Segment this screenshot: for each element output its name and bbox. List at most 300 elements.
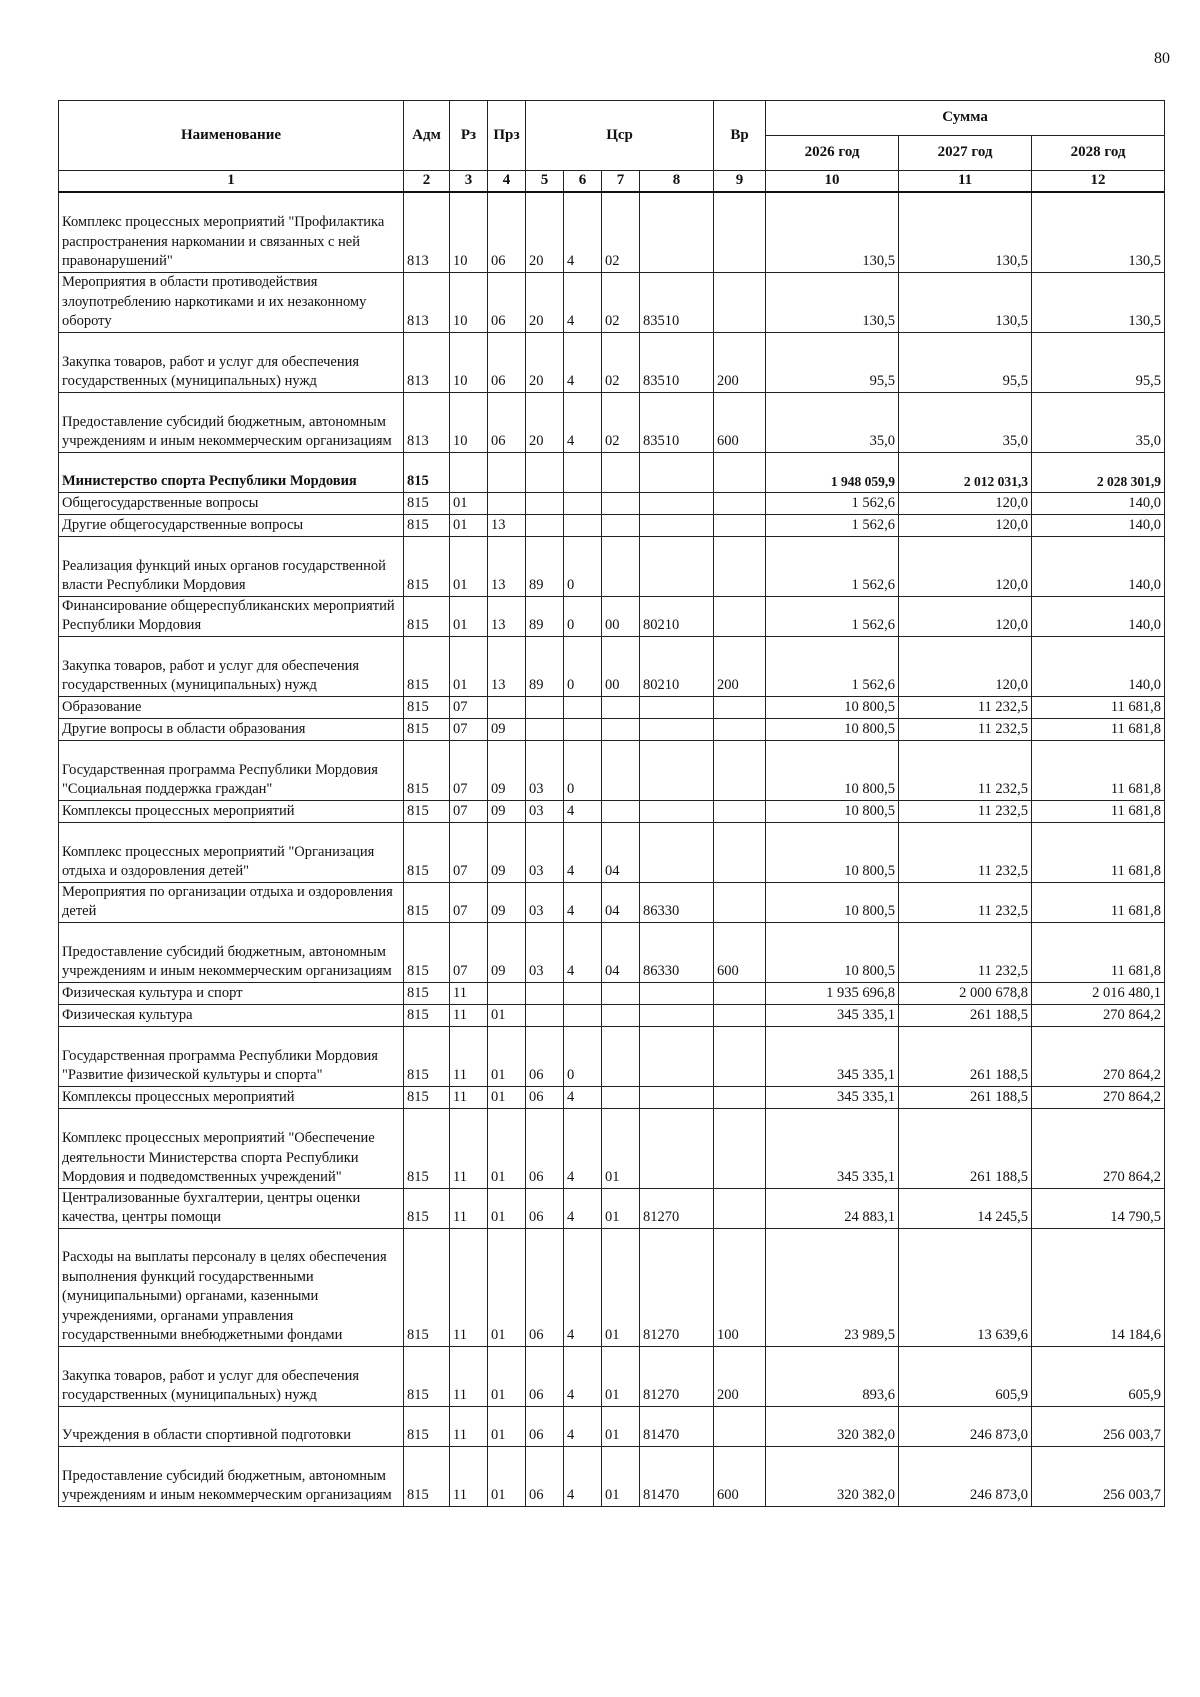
cell-sum-2027: 11 232,5 xyxy=(899,696,1032,718)
cell-sum-2026: 1 562,6 xyxy=(766,596,899,636)
cell-csr-complex: 01 xyxy=(602,1406,640,1446)
cell-sum-2026: 1 948 059,9 xyxy=(766,452,899,492)
cell-sum-2026: 10 800,5 xyxy=(766,718,899,740)
cell-adm: 815 xyxy=(404,1406,450,1446)
cell-rz: 01 xyxy=(450,492,488,514)
cell-sum-2028: 11 681,8 xyxy=(1032,800,1165,822)
cell-name: Мероприятия по организации отдыха и оздоровления детей xyxy=(59,882,404,922)
cell-rz xyxy=(450,452,488,492)
cell-csr-type: 4 xyxy=(564,1346,602,1406)
table-row xyxy=(59,636,1165,696)
cell-prz: 09 xyxy=(488,800,526,822)
cell-prz: 06 xyxy=(488,272,526,332)
cell-prz: 13 xyxy=(488,636,526,696)
cell-name: Мероприятия в области противодействия злоупотреблению наркотиками и их незаконному обороту xyxy=(59,272,404,332)
cell-sum-2028: 2 016 480,1 xyxy=(1032,982,1165,1004)
cell-csr-complex xyxy=(602,1004,640,1026)
cell-csr-complex: 04 xyxy=(602,882,640,922)
cell-vr xyxy=(714,452,766,492)
cell-csr-type: 0 xyxy=(564,536,602,596)
cell-name: Образование xyxy=(59,696,404,718)
cell-vr: 200 xyxy=(714,1346,766,1406)
cell-sum-2026: 320 382,0 xyxy=(766,1446,899,1506)
cell-csr-type xyxy=(564,492,602,514)
cell-sum-2027: 11 232,5 xyxy=(899,718,1032,740)
table-row xyxy=(59,492,1165,514)
table-row xyxy=(59,536,1165,596)
cell-sum-2028: 270 864,2 xyxy=(1032,1108,1165,1188)
cell-vr xyxy=(714,1108,766,1188)
table-row xyxy=(59,1406,1165,1446)
cell-csr-complex: 01 xyxy=(602,1446,640,1506)
cell-adm: 813 xyxy=(404,392,450,452)
budget-table xyxy=(58,100,1165,1507)
cell-prz xyxy=(488,492,526,514)
cell-sum-2028: 140,0 xyxy=(1032,536,1165,596)
cell-sum-2027: 261 188,5 xyxy=(899,1026,1032,1086)
cell-csr-type: 4 xyxy=(564,822,602,882)
cell-rz: 11 xyxy=(450,1446,488,1506)
cell-adm: 815 xyxy=(404,982,450,1004)
cell-prz: 06 xyxy=(488,192,526,272)
col-header-vr: Вр xyxy=(714,101,766,171)
cell-prz: 01 xyxy=(488,1346,526,1406)
cell-prz xyxy=(488,982,526,1004)
cell-vr xyxy=(714,718,766,740)
cell-csr-complex: 02 xyxy=(602,272,640,332)
cell-prz: 09 xyxy=(488,922,526,982)
cell-csr-complex: 01 xyxy=(602,1108,640,1188)
cell-rz: 11 xyxy=(450,1346,488,1406)
cell-sum-2028: 140,0 xyxy=(1032,596,1165,636)
cell-vr: 200 xyxy=(714,636,766,696)
cell-csr-direction: 81270 xyxy=(640,1228,714,1346)
cell-sum-2027: 261 188,5 xyxy=(899,1108,1032,1188)
table-header xyxy=(59,101,1165,193)
cell-adm: 815 xyxy=(404,740,450,800)
cell-sum-2026: 10 800,5 xyxy=(766,696,899,718)
table-row xyxy=(59,272,1165,332)
cell-csr-program: 03 xyxy=(526,882,564,922)
cell-sum-2027: 605,9 xyxy=(899,1346,1032,1406)
cell-vr xyxy=(714,1086,766,1108)
cell-sum-2027: 120,0 xyxy=(899,514,1032,536)
cell-sum-2026: 10 800,5 xyxy=(766,882,899,922)
cell-csr-type: 0 xyxy=(564,596,602,636)
cell-vr: 100 xyxy=(714,1228,766,1346)
cell-csr-complex xyxy=(602,718,640,740)
cell-csr-direction xyxy=(640,536,714,596)
table-row xyxy=(59,696,1165,718)
cell-vr xyxy=(714,800,766,822)
cell-sum-2028: 14 184,6 xyxy=(1032,1228,1165,1346)
cell-csr-program: 03 xyxy=(526,740,564,800)
cell-name: Закупка товаров, работ и услуг для обеспечения государственных (муниципальных) нужд xyxy=(59,332,404,392)
cell-csr-direction xyxy=(640,1004,714,1026)
cell-sum-2026: 24 883,1 xyxy=(766,1188,899,1228)
cell-sum-2026: 23 989,5 xyxy=(766,1228,899,1346)
cell-adm: 815 xyxy=(404,1188,450,1228)
cell-sum-2028: 140,0 xyxy=(1032,514,1165,536)
column-number: 10 xyxy=(766,171,899,193)
cell-name: Предоставление субсидий бюджетным, автономным учреждениям и иным некоммерческим организациям xyxy=(59,1446,404,1506)
cell-csr-program: 06 xyxy=(526,1188,564,1228)
cell-rz: 07 xyxy=(450,922,488,982)
cell-prz: 06 xyxy=(488,332,526,392)
cell-csr-complex xyxy=(602,452,640,492)
cell-csr-program: 20 xyxy=(526,192,564,272)
cell-name: Общегосударственные вопросы xyxy=(59,492,404,514)
cell-csr-direction: 86330 xyxy=(640,882,714,922)
cell-name: Физическая культура xyxy=(59,1004,404,1026)
cell-adm: 815 xyxy=(404,800,450,822)
column-number: 3 xyxy=(450,171,488,193)
cell-sum-2028: 11 681,8 xyxy=(1032,696,1165,718)
cell-csr-program: 06 xyxy=(526,1406,564,1446)
cell-csr-direction xyxy=(640,822,714,882)
cell-csr-complex xyxy=(602,492,640,514)
cell-rz: 11 xyxy=(450,1406,488,1446)
cell-csr-type: 4 xyxy=(564,1228,602,1346)
cell-sum-2026: 10 800,5 xyxy=(766,922,899,982)
cell-prz: 01 xyxy=(488,1004,526,1026)
cell-sum-2027: 14 245,5 xyxy=(899,1188,1032,1228)
cell-name: Комплексы процессных мероприятий xyxy=(59,1086,404,1108)
cell-sum-2027: 11 232,5 xyxy=(899,740,1032,800)
table-row xyxy=(59,452,1165,492)
cell-vr xyxy=(714,536,766,596)
cell-vr: 600 xyxy=(714,392,766,452)
column-number: 6 xyxy=(564,171,602,193)
cell-sum-2026: 345 335,1 xyxy=(766,1108,899,1188)
table-body xyxy=(59,192,1165,1506)
cell-adm: 815 xyxy=(404,1086,450,1108)
cell-vr xyxy=(714,1004,766,1026)
cell-csr-complex xyxy=(602,536,640,596)
cell-sum-2028: 35,0 xyxy=(1032,392,1165,452)
cell-name: Физическая культура и спорт xyxy=(59,982,404,1004)
cell-csr-type: 4 xyxy=(564,1188,602,1228)
table-row xyxy=(59,822,1165,882)
cell-sum-2026: 345 335,1 xyxy=(766,1086,899,1108)
cell-adm: 815 xyxy=(404,1446,450,1506)
cell-csr-direction: 83510 xyxy=(640,392,714,452)
cell-name: Централизованные бухгалтерии, центры оценки качества, центры помощи xyxy=(59,1188,404,1228)
cell-sum-2027: 11 232,5 xyxy=(899,882,1032,922)
cell-csr-direction: 83510 xyxy=(640,272,714,332)
cell-adm: 815 xyxy=(404,536,450,596)
cell-csr-direction xyxy=(640,982,714,1004)
cell-adm: 815 xyxy=(404,596,450,636)
cell-rz: 07 xyxy=(450,740,488,800)
cell-adm: 815 xyxy=(404,1108,450,1188)
cell-sum-2026: 1 562,6 xyxy=(766,536,899,596)
cell-sum-2027: 246 873,0 xyxy=(899,1446,1032,1506)
cell-sum-2027: 261 188,5 xyxy=(899,1086,1032,1108)
cell-csr-type: 4 xyxy=(564,1446,602,1506)
cell-csr-direction xyxy=(640,192,714,272)
cell-prz: 13 xyxy=(488,596,526,636)
table-row xyxy=(59,1026,1165,1086)
cell-csr-program: 06 xyxy=(526,1346,564,1406)
cell-name: Финансирование общереспубликанских мероприятий Республики Мордовия xyxy=(59,596,404,636)
cell-csr-program: 06 xyxy=(526,1026,564,1086)
cell-sum-2026: 130,5 xyxy=(766,272,899,332)
cell-rz: 11 xyxy=(450,1004,488,1026)
cell-name: Реализация функций иных органов государственной власти Республики Мордовия xyxy=(59,536,404,596)
cell-csr-program: 20 xyxy=(526,392,564,452)
cell-rz: 07 xyxy=(450,800,488,822)
table-row xyxy=(59,1108,1165,1188)
cell-csr-program xyxy=(526,718,564,740)
cell-prz: 09 xyxy=(488,882,526,922)
table-row xyxy=(59,740,1165,800)
cell-name: Предоставление субсидий бюджетным, автономным учреждениям и иным некоммерческим организациям xyxy=(59,392,404,452)
cell-rz: 11 xyxy=(450,1026,488,1086)
table-row xyxy=(59,1228,1165,1346)
cell-rz: 11 xyxy=(450,1188,488,1228)
cell-csr-complex: 00 xyxy=(602,596,640,636)
cell-csr-complex xyxy=(602,696,640,718)
cell-prz: 13 xyxy=(488,536,526,596)
cell-adm: 815 xyxy=(404,922,450,982)
cell-prz: 09 xyxy=(488,822,526,882)
cell-sum-2026: 35,0 xyxy=(766,392,899,452)
cell-rz: 10 xyxy=(450,272,488,332)
table-row xyxy=(59,1188,1165,1228)
cell-vr xyxy=(714,822,766,882)
cell-prz: 01 xyxy=(488,1228,526,1346)
cell-vr xyxy=(714,492,766,514)
cell-name: Другие общегосударственные вопросы xyxy=(59,514,404,536)
cell-vr xyxy=(714,596,766,636)
cell-prz: 13 xyxy=(488,514,526,536)
cell-sum-2026: 10 800,5 xyxy=(766,800,899,822)
cell-sum-2026: 345 335,1 xyxy=(766,1026,899,1086)
cell-prz: 01 xyxy=(488,1108,526,1188)
cell-vr xyxy=(714,1026,766,1086)
column-number: 9 xyxy=(714,171,766,193)
cell-csr-type xyxy=(564,696,602,718)
cell-sum-2028: 140,0 xyxy=(1032,636,1165,696)
cell-sum-2028: 270 864,2 xyxy=(1032,1026,1165,1086)
cell-sum-2027: 120,0 xyxy=(899,636,1032,696)
cell-rz: 01 xyxy=(450,596,488,636)
cell-csr-complex: 01 xyxy=(602,1188,640,1228)
cell-csr-program: 03 xyxy=(526,800,564,822)
cell-prz: 01 xyxy=(488,1188,526,1228)
cell-csr-program: 06 xyxy=(526,1446,564,1506)
cell-sum-2026: 1 935 696,8 xyxy=(766,982,899,1004)
cell-vr: 600 xyxy=(714,1446,766,1506)
cell-sum-2026: 320 382,0 xyxy=(766,1406,899,1446)
cell-sum-2028: 130,5 xyxy=(1032,192,1165,272)
table-row xyxy=(59,982,1165,1004)
cell-csr-complex: 04 xyxy=(602,822,640,882)
cell-sum-2028: 140,0 xyxy=(1032,492,1165,514)
cell-csr-direction xyxy=(640,718,714,740)
cell-name: Комплекс процессных мероприятий "Профилактика распространения наркомании и связанных с ней правонарушений" xyxy=(59,192,404,272)
cell-sum-2028: 270 864,2 xyxy=(1032,1004,1165,1026)
cell-rz: 10 xyxy=(450,192,488,272)
cell-prz: 09 xyxy=(488,740,526,800)
cell-csr-direction xyxy=(640,740,714,800)
cell-sum-2028: 11 681,8 xyxy=(1032,922,1165,982)
cell-vr xyxy=(714,740,766,800)
cell-rz: 07 xyxy=(450,882,488,922)
cell-prz: 01 xyxy=(488,1026,526,1086)
cell-csr-complex: 00 xyxy=(602,636,640,696)
cell-sum-2028: 270 864,2 xyxy=(1032,1086,1165,1108)
cell-sum-2028: 14 790,5 xyxy=(1032,1188,1165,1228)
cell-name: Государственная программа Республики Мордовия "Социальная поддержка граждан" xyxy=(59,740,404,800)
cell-csr-complex xyxy=(602,1086,640,1108)
cell-adm: 815 xyxy=(404,1026,450,1086)
cell-vr xyxy=(714,882,766,922)
cell-sum-2027: 95,5 xyxy=(899,332,1032,392)
cell-csr-program xyxy=(526,696,564,718)
cell-csr-type: 4 xyxy=(564,1406,602,1446)
cell-sum-2027: 35,0 xyxy=(899,392,1032,452)
cell-csr-program xyxy=(526,452,564,492)
cell-csr-complex: 02 xyxy=(602,332,640,392)
cell-prz: 01 xyxy=(488,1446,526,1506)
cell-rz: 07 xyxy=(450,718,488,740)
cell-rz: 01 xyxy=(450,514,488,536)
cell-name: Министерство спорта Республики Мордовия xyxy=(59,452,404,492)
cell-csr-complex xyxy=(602,800,640,822)
cell-sum-2027: 130,5 xyxy=(899,272,1032,332)
cell-sum-2026: 10 800,5 xyxy=(766,822,899,882)
cell-rz: 11 xyxy=(450,1228,488,1346)
cell-csr-type: 4 xyxy=(564,1086,602,1108)
cell-sum-2027: 11 232,5 xyxy=(899,922,1032,982)
cell-csr-complex xyxy=(602,1026,640,1086)
cell-csr-direction: 81270 xyxy=(640,1346,714,1406)
cell-csr-direction xyxy=(640,1026,714,1086)
cell-sum-2027: 120,0 xyxy=(899,596,1032,636)
cell-prz xyxy=(488,696,526,718)
table-row xyxy=(59,922,1165,982)
cell-sum-2028: 2 028 301,9 xyxy=(1032,452,1165,492)
cell-name: Закупка товаров, работ и услуг для обеспечения государственных (муниципальных) нужд xyxy=(59,1346,404,1406)
cell-rz: 07 xyxy=(450,696,488,718)
cell-rz: 01 xyxy=(450,536,488,596)
cell-sum-2028: 95,5 xyxy=(1032,332,1165,392)
cell-csr-type: 4 xyxy=(564,272,602,332)
cell-sum-2027: 120,0 xyxy=(899,492,1032,514)
cell-csr-type: 4 xyxy=(564,882,602,922)
cell-csr-complex: 01 xyxy=(602,1228,640,1346)
col-header-sum: Сумма xyxy=(766,101,1165,136)
cell-csr-program: 03 xyxy=(526,822,564,882)
col-header-name: Наименование xyxy=(59,101,404,171)
cell-csr-direction xyxy=(640,1086,714,1108)
table-row xyxy=(59,1086,1165,1108)
table-row xyxy=(59,1346,1165,1406)
cell-sum-2026: 1 562,6 xyxy=(766,492,899,514)
cell-adm: 813 xyxy=(404,192,450,272)
cell-name: Комплексы процессных мероприятий xyxy=(59,800,404,822)
cell-csr-complex xyxy=(602,982,640,1004)
cell-name: Комплекс процессных мероприятий "Обеспечение деятельности Министерства спорта Республики Мордовия и подведомственных учреждений" xyxy=(59,1108,404,1188)
cell-sum-2028: 256 003,7 xyxy=(1032,1406,1165,1446)
cell-adm: 815 xyxy=(404,882,450,922)
cell-csr-direction: 81470 xyxy=(640,1446,714,1506)
table-row xyxy=(59,596,1165,636)
cell-csr-type xyxy=(564,514,602,536)
table-row xyxy=(59,882,1165,922)
cell-name: Предоставление субсидий бюджетным, автономным учреждениям и иным некоммерческим организациям xyxy=(59,922,404,982)
cell-adm: 813 xyxy=(404,332,450,392)
cell-csr-complex xyxy=(602,514,640,536)
cell-name: Другие вопросы в области образования xyxy=(59,718,404,740)
cell-csr-complex: 02 xyxy=(602,192,640,272)
cell-prz: 06 xyxy=(488,392,526,452)
cell-csr-type: 4 xyxy=(564,392,602,452)
cell-vr xyxy=(714,696,766,718)
cell-sum-2028: 11 681,8 xyxy=(1032,718,1165,740)
cell-sum-2026: 893,6 xyxy=(766,1346,899,1406)
cell-adm: 815 xyxy=(404,514,450,536)
cell-csr-program: 20 xyxy=(526,272,564,332)
table-row xyxy=(59,1004,1165,1026)
cell-rz: 01 xyxy=(450,636,488,696)
cell-rz: 11 xyxy=(450,982,488,1004)
cell-csr-program: 89 xyxy=(526,636,564,696)
cell-csr-direction xyxy=(640,800,714,822)
cell-csr-program: 06 xyxy=(526,1086,564,1108)
cell-prz: 01 xyxy=(488,1406,526,1446)
cell-rz: 11 xyxy=(450,1086,488,1108)
col-header-csr: Цср xyxy=(526,101,714,171)
cell-csr-program xyxy=(526,1004,564,1026)
cell-vr: 200 xyxy=(714,332,766,392)
cell-csr-type: 4 xyxy=(564,192,602,272)
cell-csr-complex xyxy=(602,740,640,800)
cell-sum-2028: 256 003,7 xyxy=(1032,1446,1165,1506)
cell-csr-type xyxy=(564,718,602,740)
cell-csr-direction: 86330 xyxy=(640,922,714,982)
cell-name: Закупка товаров, работ и услуг для обеспечения государственных (муниципальных) нужд xyxy=(59,636,404,696)
cell-adm: 815 xyxy=(404,718,450,740)
cell-vr xyxy=(714,514,766,536)
cell-csr-type: 4 xyxy=(564,332,602,392)
cell-csr-complex: 04 xyxy=(602,922,640,982)
cell-sum-2028: 130,5 xyxy=(1032,272,1165,332)
cell-vr xyxy=(714,192,766,272)
cell-csr-type: 4 xyxy=(564,800,602,822)
column-number: 2 xyxy=(404,171,450,193)
column-number: 7 xyxy=(602,171,640,193)
cell-prz: 09 xyxy=(488,718,526,740)
cell-name: Учреждения в области спортивной подготовки xyxy=(59,1406,404,1446)
cell-sum-2027: 11 232,5 xyxy=(899,800,1032,822)
cell-sum-2027: 13 639,6 xyxy=(899,1228,1032,1346)
cell-rz: 10 xyxy=(450,332,488,392)
cell-csr-complex: 02 xyxy=(602,392,640,452)
cell-adm: 813 xyxy=(404,272,450,332)
cell-csr-direction xyxy=(640,492,714,514)
cell-sum-2027: 2 000 678,8 xyxy=(899,982,1032,1004)
cell-rz: 10 xyxy=(450,392,488,452)
cell-vr xyxy=(714,272,766,332)
table-row xyxy=(59,192,1165,272)
column-number: 12 xyxy=(1032,171,1165,193)
cell-csr-direction xyxy=(640,696,714,718)
cell-csr-program: 03 xyxy=(526,922,564,982)
table-row xyxy=(59,718,1165,740)
